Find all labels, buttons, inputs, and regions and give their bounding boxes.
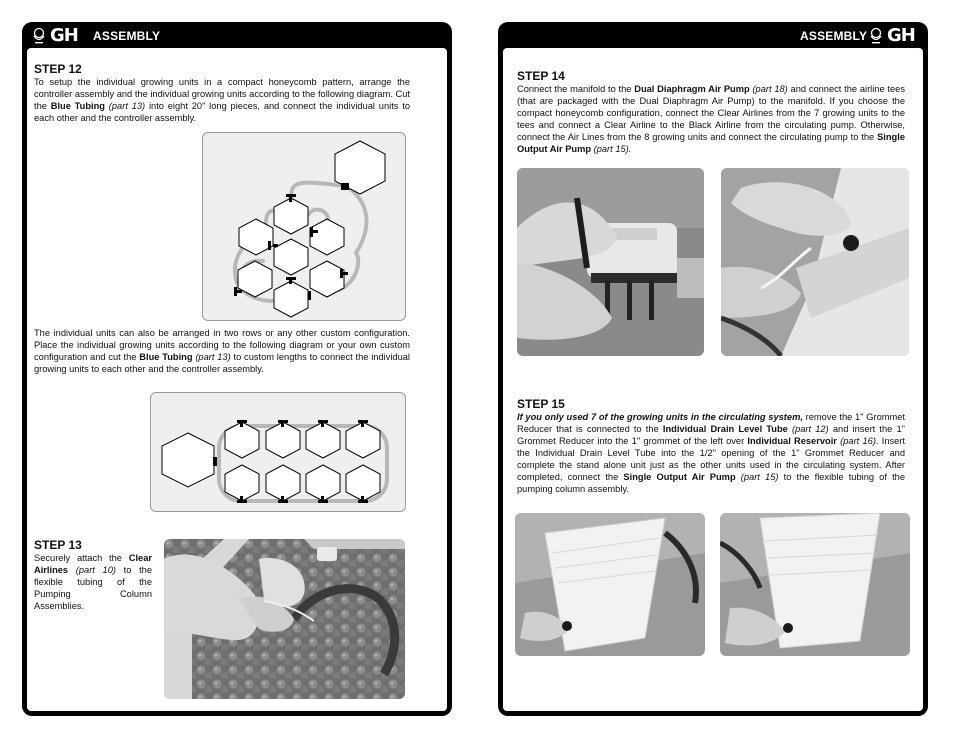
step12-paragraph-2 <box>34 327 410 375</box>
growing-unit-hex <box>274 281 308 317</box>
gh-emblem-icon <box>868 27 884 45</box>
honeycomb-diagram <box>202 132 406 321</box>
step12-title: STEP 12 <box>34 62 82 76</box>
text-run: to custom lengths to connect the individual growing units to each other and the controller assembly. <box>34 352 410 374</box>
step14-title: STEP 14 <box>517 69 565 83</box>
drain-tube-photo-svg <box>720 513 910 656</box>
growing-unit-hex <box>274 239 308 275</box>
gh-logo-text: GH <box>50 25 78 46</box>
tee-connector-icon <box>341 183 349 190</box>
text-run: (part 10) <box>68 565 116 575</box>
text-run: (part 13) <box>104 101 146 111</box>
step15-paragraph-1 <box>517 411 905 495</box>
airline-attach-photo-svg <box>164 539 405 699</box>
header-title: ASSEMBLY <box>93 29 161 43</box>
gh-logo-text: GH <box>887 25 915 46</box>
step13-title: STEP 13 <box>34 538 82 552</box>
growing-unit-hex <box>346 465 380 501</box>
growing-unit-hex <box>266 465 300 501</box>
text-run: Individual Reservoir <box>747 436 837 446</box>
airline-connect-photo-svg <box>721 168 909 356</box>
text-run: Blue Tubing <box>139 352 193 362</box>
gh-logo <box>868 25 915 46</box>
text-run: . Insert the Individual Drain Level Tube into the 1/2" opening of the 1" Grommet Reducer and complete the stand alone unit just as the other units used in the circulating system. After completed, connect the <box>517 436 905 482</box>
left-header <box>22 22 452 48</box>
text-run: and insert the 1" Grommet Reducer into the 1" grommet of the left over <box>517 424 905 446</box>
growing-unit-hex <box>225 465 259 501</box>
text-run: To setup the individual growing units in a compact honeycomb pattern, arrange the controller assembly and the individual growing units according to the following diagram. Cut the <box>34 77 410 111</box>
text-run: Connect the manifold to the <box>517 84 635 94</box>
step14-paragraph-1 <box>517 83 905 155</box>
text-run: (part 12) <box>787 424 829 434</box>
step13-photo <box>164 539 405 699</box>
text-run: The individual units can also be arranged in two rows or any other custom configuration. Place the individual growing units according to the following diagram or your own custom configuration and cut the <box>34 328 410 362</box>
text-run: and connect the airline tees (that are packaged with the Dual Diaphragm Air Pump) to the manifold. If you choose the compact honeycomb configuration, connect the Clear Airlines from the 7 growing units to the tees and connect a Clear Airline to the Black Airline from the circulating pump. Otherwise, connect the Air Lines from the 8 growing units and connect the circulating pump to the <box>517 84 905 142</box>
text-run: Individual Drain Level Tube <box>662 424 788 434</box>
step15-photo-right <box>720 513 910 656</box>
step12-paragraph-1 <box>34 76 410 124</box>
text-run: (part 15). <box>591 144 632 154</box>
step14-photo-pump <box>517 168 704 356</box>
growing-unit-hex <box>274 198 308 234</box>
gh-emblem-icon <box>31 27 47 45</box>
header-title: ASSEMBLY <box>800 29 868 43</box>
step15-title: STEP 15 <box>517 397 565 411</box>
two-row-layout-svg <box>151 393 405 511</box>
two-row-diagram <box>150 392 406 512</box>
controller-unit-hex <box>162 433 214 487</box>
text-run: to the flexible tubing of the Pumping Column Assemblies. <box>34 565 153 611</box>
growing-unit-hex <box>310 219 344 255</box>
right-header <box>498 22 928 48</box>
honeycomb-layout-svg <box>203 133 405 320</box>
text-run: Clear Airlines <box>34 553 152 575</box>
text-run: Single Output Air Pump <box>517 132 905 154</box>
text-run: Dual Diaphragm Air Pump <box>634 84 750 94</box>
air-pump-photo-svg <box>517 168 704 356</box>
text-run: to the flexible tubing of the pumping column assembly. <box>517 472 906 494</box>
text-run: Single Output Air Pump <box>623 472 736 482</box>
text-run: into eight 20" long pieces, and connect the individual units to each other and the controller assembly. <box>34 101 410 123</box>
step14-photo-airline <box>721 168 909 356</box>
text-run: (part 13) <box>192 352 231 362</box>
gh-logo <box>31 25 78 46</box>
text-run: (part 15) <box>735 472 779 482</box>
step13-paragraph-1 <box>34 552 152 612</box>
text-run: (part 16) <box>836 436 876 446</box>
text-run: (part 18) <box>749 84 788 94</box>
growing-unit-hex <box>306 465 340 501</box>
text-run: Securely attach the <box>34 553 129 563</box>
step15-photo-left <box>515 513 705 656</box>
text-run: remove the 1" Grommet Reducer that is connected to the <box>517 412 905 434</box>
tee-connector-icon <box>213 457 217 466</box>
text-run: Blue Tubing <box>50 101 105 111</box>
reservoir-grommet-photo-svg <box>515 513 705 656</box>
text-run: If you only used 7 of the growing units in the circulating system, <box>517 412 803 422</box>
